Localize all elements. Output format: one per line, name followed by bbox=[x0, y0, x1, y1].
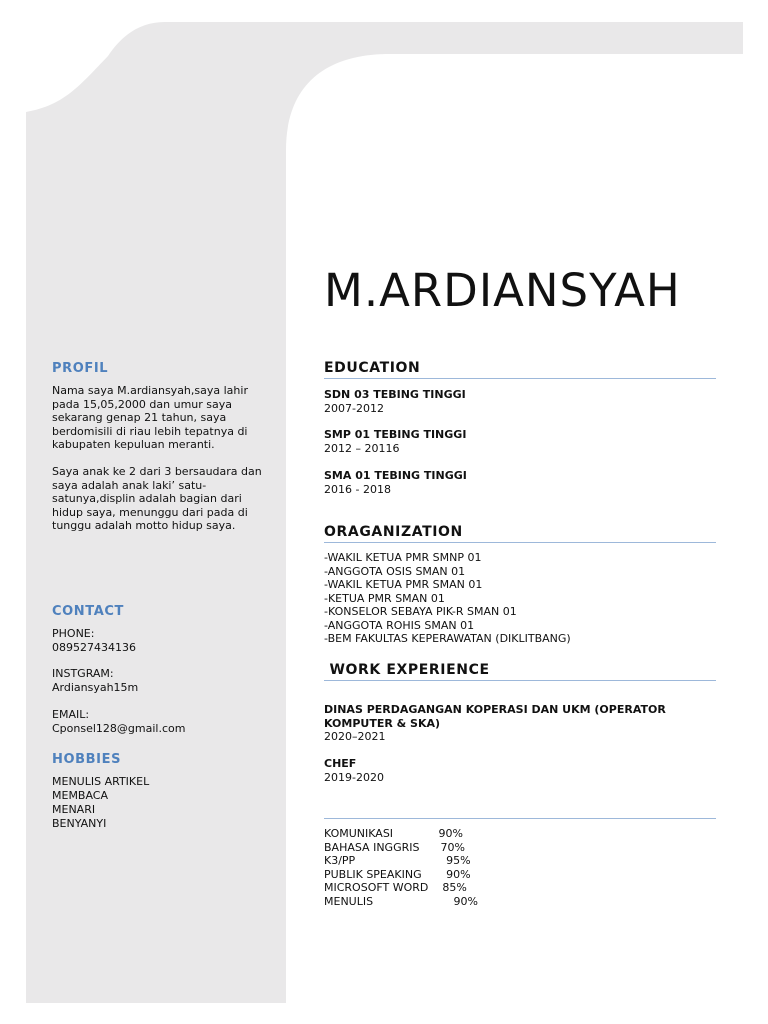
skill-item: MICROSOFT WORD 85% bbox=[324, 881, 467, 894]
school-name: SDN 03 TEBING TINGGI bbox=[324, 388, 466, 401]
phone-label: PHONE: bbox=[52, 627, 95, 640]
organization-heading: ORAGANIZATION bbox=[324, 524, 716, 543]
education-item bbox=[324, 469, 716, 496]
hobbies-heading: HOBBIES bbox=[52, 752, 122, 767]
work-experience-heading: WORK EXPERIENCE bbox=[324, 662, 716, 681]
hobby-item: MEMBACA bbox=[52, 789, 109, 802]
organization-item: -ANGGOTA OSIS SMAN 01 bbox=[324, 564, 466, 578]
organization-item: -ANGGOTA ROHIS SMAN 01 bbox=[324, 618, 475, 632]
hobby-item: BENYANYI bbox=[52, 817, 107, 830]
organization-list bbox=[324, 551, 571, 646]
skill-item: KOMUNIKASI 90% bbox=[324, 827, 463, 840]
organization-item: -BEM FAKULTAS KEPERAWATAN (DIKLITBANG) bbox=[324, 632, 571, 645]
organization-item: -KETUA PMR SMAN 01 bbox=[324, 591, 445, 605]
contact-email bbox=[52, 708, 185, 736]
hobby-item: MENULIS ARTIKEL bbox=[52, 775, 150, 788]
contact-instagram bbox=[52, 667, 138, 695]
skills-divider bbox=[324, 818, 716, 819]
school-years: 2007-2012 bbox=[324, 401, 384, 415]
skill-item: K3/PP 95% bbox=[324, 854, 471, 867]
work-title: CHEF bbox=[324, 757, 357, 770]
work-item bbox=[324, 703, 716, 744]
education-item bbox=[324, 388, 716, 415]
skill-item: BAHASA INGGRIS 70% bbox=[324, 840, 465, 854]
phone-value: 089527434136 bbox=[52, 641, 136, 654]
skill-item: PUBLIK SPEAKING 90% bbox=[324, 867, 471, 881]
education-item bbox=[324, 428, 716, 455]
profile-paragraph-1: Nama saya M.ardiansyah,saya lahir pada 15,05,2000 dan umur saya sekarang genap 21 tahun, saya berdomisili di riau lebih tepatnya di kabupaten kepuluan meranti. bbox=[52, 384, 248, 452]
instagram-label: INSTGRAM: bbox=[52, 667, 114, 680]
school-name: SMP 01 TEBING TINGGI bbox=[324, 428, 467, 441]
work-years: 2020–2021 bbox=[324, 730, 386, 743]
organization-item: -WAKIL KETUA PMR SMNP 01 bbox=[324, 551, 482, 564]
education-heading: EDUCATION bbox=[324, 360, 716, 379]
work-item bbox=[324, 757, 716, 784]
organization-item: -KONSELOR SEBAYA PIK-R SMAN 01 bbox=[324, 605, 517, 618]
profile-heading: PROFIL bbox=[52, 361, 109, 376]
skill-item: MENULIS 90% bbox=[324, 894, 478, 908]
contact-phone bbox=[52, 627, 136, 655]
hobby-item: MENARI bbox=[52, 803, 96, 816]
school-years: 2012 – 20116 bbox=[324, 441, 400, 455]
work-title: DINAS PERDAGANGAN KOPERASI DAN UKM (OPERATOR KOMPUTER & SKA) bbox=[324, 703, 666, 730]
school-name: SMA 01 TEBING TINGGI bbox=[324, 469, 467, 482]
profile-paragraph-2: Saya anak ke 2 dari 3 bersaudara dan saya adalah anak laki’ satu-satunya,displin adalah bagian dari hidup saya, menunggu dari pada di tunggu adalah motto hidup saya. bbox=[52, 465, 262, 533]
work-years: 2019-2020 bbox=[324, 770, 384, 784]
email-label: EMAIL: bbox=[52, 708, 90, 721]
email-value: Cponsel128@gmail.com bbox=[52, 722, 186, 735]
contact-heading: CONTACT bbox=[52, 604, 124, 619]
hobbies-list bbox=[52, 775, 149, 831]
person-name: M.ARDIANSYAH bbox=[324, 264, 681, 317]
school-years: 2016 - 2018 bbox=[324, 482, 391, 496]
organization-item: -WAKIL KETUA PMR SMAN 01 bbox=[324, 578, 483, 591]
instagram-value: Ardiansyah15m bbox=[52, 681, 139, 694]
skills-list bbox=[324, 827, 478, 908]
